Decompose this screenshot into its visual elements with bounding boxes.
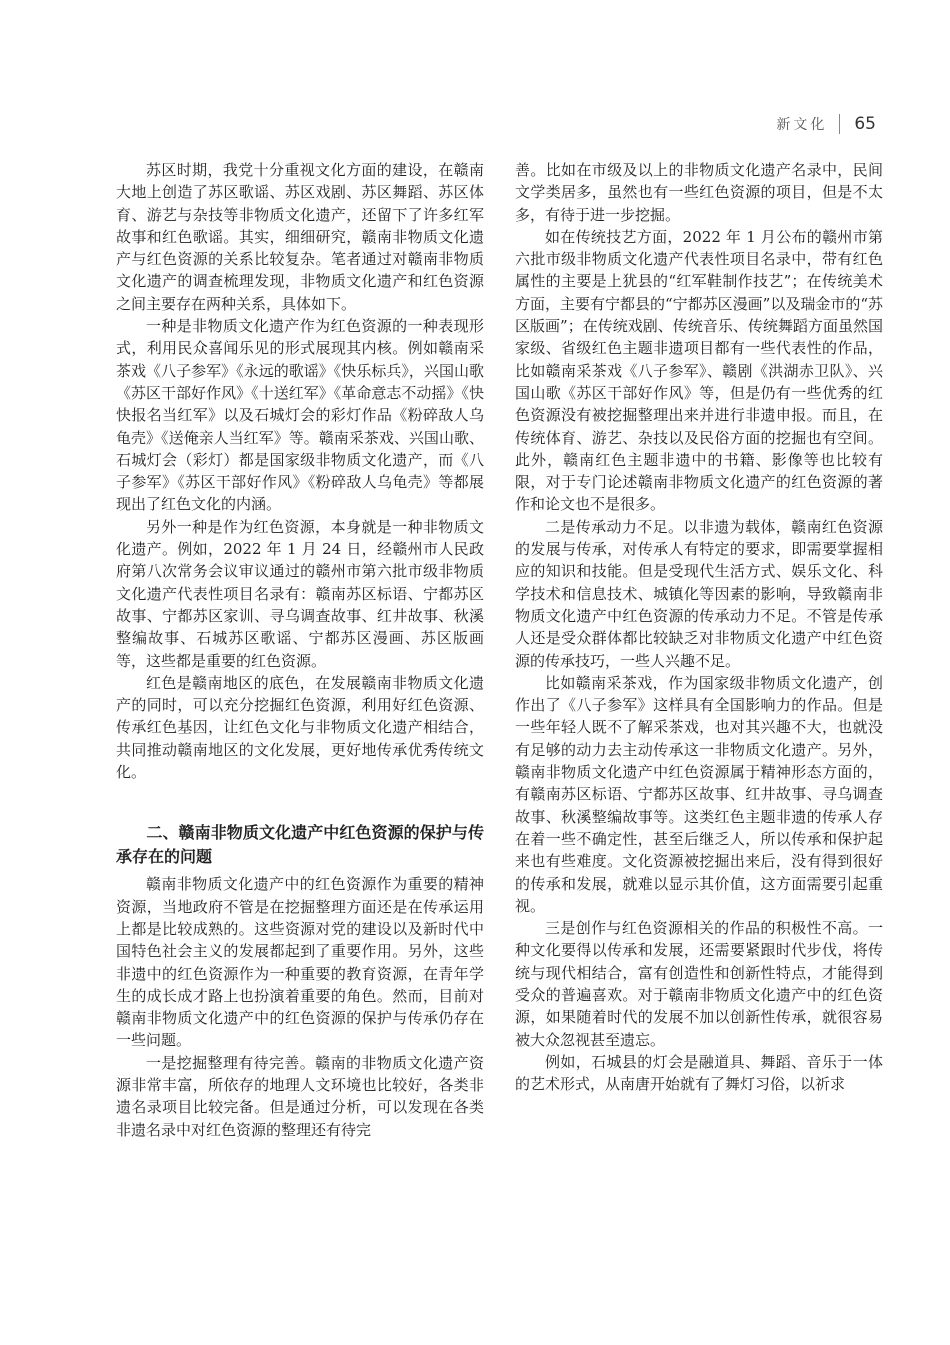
header-divider — [839, 114, 840, 134]
body-paragraph: 另外一种是作为红色资源，本身就是一种非物质文化遗产。例如，2022 年 1 月 24 日，经赣州市人民政府第八次常务会议审议通过的赣州市第六批市级非物质文化遗产代表性项目名录有：赣南苏区标语、宁都苏区故事、宁都苏区家训、寻乌调查故事、红井故事、秋溪整编故事、石城苏区歌谣、宁都苏区漫画、苏区版画等，这些都是重要的红色资源。 — [116, 517, 484, 670]
body-paragraph: 赣南非物质文化遗产中的红色资源作为重要的精神资源，当地政府不管是在挖掘整理方面还是在传承运用上都是比较成熟的。这些资源对党的建设以及新时代中国特色社会主义的发展都起到了重要作用。另外，这些非遗中的红色资源作为一种重要的教育资源，在青年学生的成长成才路上也扮演着重要的角色。然而，目前对赣南非物质文化遗产中的红色资源的保护与传承仍存在一些问题。 — [116, 875, 484, 1050]
right-column — [515, 159, 883, 1095]
body-paragraph: 二是传承动力不足。以非遗为载体，赣南红色资源的发展与传承，对传承人有特定的要求，即需要掌握相应的知识和技能。但是受现代生活方式、娱乐文化、科学技术和信息技术、城镇化等因素的影响，导致赣南非物质文化遗产中红色资源的传承动力不足。不管是传承人还是受众群体都比较缺乏对非物质文化遗产中红色资源的传承技巧，一些人兴趣不足。 — [515, 517, 883, 670]
body-paragraph: 例如，石城县的灯会是融道具、舞蹈、音乐于一体的艺术形式，从南唐开始就有了舞灯习俗，以祈求 — [515, 1052, 883, 1094]
continued-paragraph: 善。比如在市级及以上的非物质文化遗产名录中，民间文学类居多，虽然也有一些红色资源的项目，但是不太多，有待于进一步挖掘。 — [515, 161, 883, 224]
body-paragraph: 比如赣南采茶戏，作为国家级非物质文化遗产，创作出了《八子参军》这样具有全国影响力的作品。但是一些年轻人既不了解采茶戏，也对其兴趣不大，也就没有足够的动力去主动传承这一非物质文化遗产。另外，赣南非物质文化遗产中红色资源属于精神形态方面的，有赣南苏区标语、宁都苏区故事、红井故事、寻乌调查故事、秋溪整编故事等。这类红色主题非遗的传承人存在着一些不确定性，甚至后继乏人，所以传承和保护起来也有些难度。文化资源被挖掘出来后，没有得到很好的传承和发展，就难以显示其价值，这方面需要引起重视。 — [515, 673, 883, 915]
journal-section-title: 新文化 — [776, 117, 828, 133]
body-paragraph: 苏区时期，我党十分重视文化方面的建设，在赣南大地上创造了苏区歌谣、苏区戏剧、苏区舞蹈、苏区体育、游艺与杂技等非物质文化遗产，还留下了许多红军故事和红色歌谣。其实，细细研究，赣南非物质文化遗产与红色资源的关系比较复杂。笔者通过对赣南非物质文化遗产的调查梳理发现，非物质文化遗产和红色资源之间主要存在两种关系，具体如下。 — [116, 161, 484, 313]
left-column — [116, 159, 484, 1141]
body-paragraph: 三是创作与红色资源相关的作品的积极性不高。一种文化要得以传承和发展，还需要紧跟时代步伐，将传统与现代相结合，富有创造性和创新性特点，才能得到受众的普遍喜欢。对于赣南非物质文化遗产中的红色资源，如果随着时代的发展不加以创新性传承，就很容易被大众忽视甚至遗忘。 — [515, 919, 883, 1049]
body-paragraph: 一种是非物质文化遗产作为红色资源的一种表现形式，利用民众喜闻乐见的形式展现其内核。例如赣南采茶戏《八子参军》《永远的歌谣》《快乐标兵》，兴国山歌《苏区干部好作风》《十送红军》《革命意志不动摇》《快快报名当红军》以及石城灯会的彩灯作品《粉碎敌人乌龟壳》《送俺亲人当红军》等。赣南采茶戏、兴国山歌、石城灯会（彩灯）都是国家级非物质文化遗产，而《八子参军》《苏区干部好作风》《粉碎敌人乌龟壳》等都展现出了红色文化的内涵。 — [116, 317, 484, 514]
section-heading: 二、赣南非物质文化遗产中红色资源的保护与传承存在的问题 — [116, 823, 484, 867]
page-number: 65 — [854, 114, 876, 134]
running-header — [776, 114, 876, 134]
body-paragraph: 一是挖掘整理有待完善。赣南的非物质文化遗产资源非常丰富，所依存的地理人文环境也比较好，各类非遗名录项目比较完备。但是通过分析，可以发现在各类非遗名录中对红色资源的整理还有待完 — [116, 1053, 484, 1139]
body-paragraph: 红色是赣南地区的底色，在发展赣南非物质文化遗产的同时，可以充分挖掘红色资源，利用好红色资源、传承红色基因，让红色文化与非物质文化遗产相结合，共同推动赣南地区的文化发展，更好地传承优秀传统文化。 — [116, 673, 484, 782]
body-paragraph: 如在传统技艺方面，2022 年 1 月公布的赣州市第六批市级非物质文化遗产代表性项目名录中，带有红色属性的主要是上犹县的“红军鞋制作技艺”；在传统美术方面，主要有宁都县的“宁都苏区漫画”以及瑞金市的“苏区版画”；在传统戏剧、传统音乐、传统舞蹈方面虽然国家级、省级红色主题非遗项目都有一些代表性的作品，比如赣南采茶戏《八子参军》、赣剧《洪湖赤卫队》、兴国山歌《苏区干部好作风》等，但是仍有一些优秀的红色资源没有被挖掘整理出来并进行非遗申报。而且，在传统体育、游艺、杂技以及民俗方面的挖掘也有空间。此外，赣南红色主题非遗中的书籍、影像等也比较有限，对于专门论述赣南非物质文化遗产的红色资源的著作和论文也不是很多。 — [515, 227, 884, 514]
